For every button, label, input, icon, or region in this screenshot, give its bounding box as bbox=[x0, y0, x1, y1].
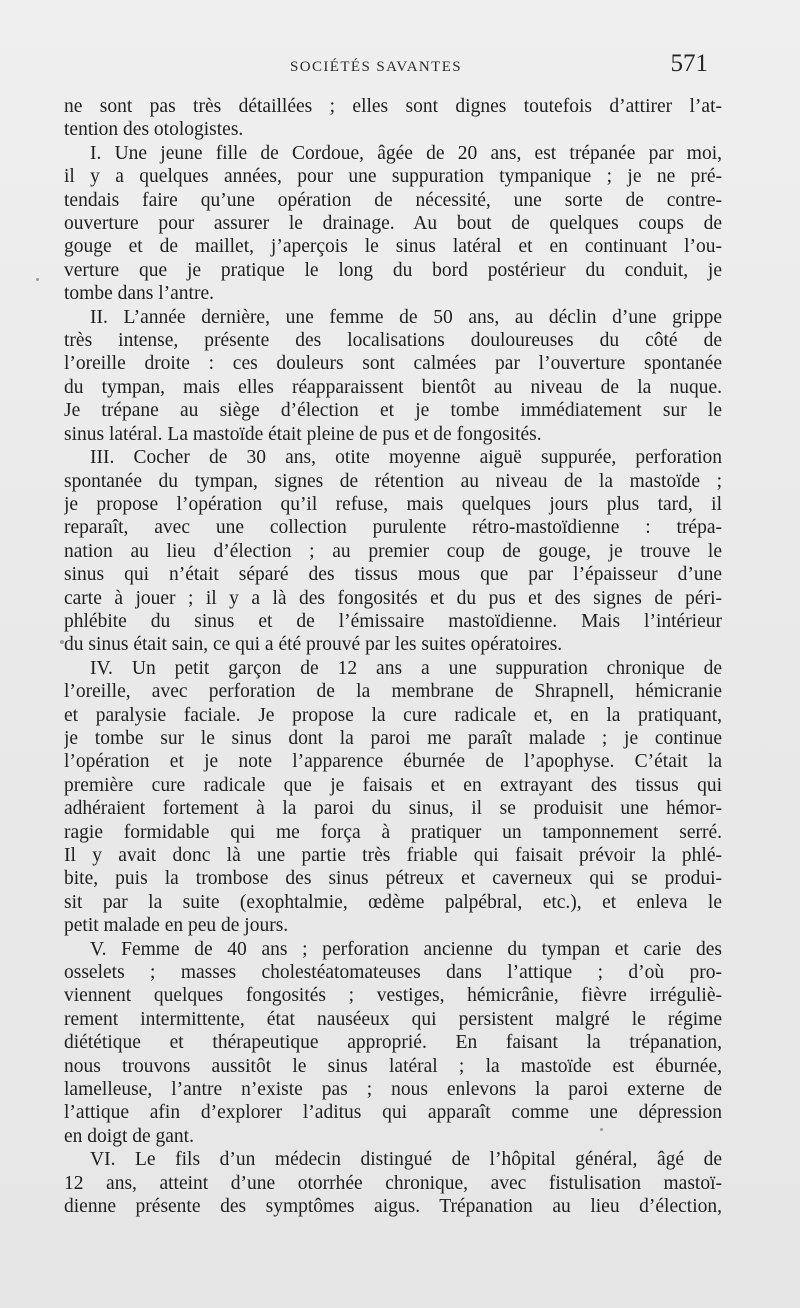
text-line: ragie formidable qui me força à pratiquer un tamponnement serré. bbox=[64, 821, 722, 843]
text-line: reparaît, avec une collection purulente rétro-mastoïdienne : trépa- bbox=[64, 517, 722, 539]
paper-speck bbox=[60, 640, 64, 644]
text-line: tombe dans l’antre. bbox=[64, 283, 214, 305]
section-v-start: V. Femme de 40 ans ; perforation ancienne du tympan et carie des bbox=[90, 938, 722, 960]
text-line: l’oreille, avec perforation de la membrane de Shrapnell, hémicranie bbox=[64, 681, 722, 703]
section-vi-start: VI. Le fils d’un médecin distingué de l’hôpital général, âgé de bbox=[90, 1149, 722, 1171]
text-line: petit malade en peu de jours. bbox=[64, 915, 289, 937]
text-line: diététique et thérapeutique approprié. En faisant la trépanation, bbox=[64, 1032, 722, 1054]
text-line: phlébite du sinus et de l’émissaire mastoïdienne. Mais l’intérieur bbox=[64, 610, 722, 632]
running-title: SOCIÉTÉS SAVANTES bbox=[290, 59, 463, 75]
text-line: viennent quelques fongosités ; vestiges, hémicrânie, fièvre irréguliè- bbox=[64, 985, 722, 1007]
text-line: et paralysie faciale. Je propose la cure radicale et, en la pratiquant, bbox=[64, 704, 722, 726]
text-line: je propose l’opération qu’il refuse, mais quelques jours plus tard, il bbox=[64, 493, 722, 515]
section-iv-start: IV. Un petit garçon de 12 ans a une suppuration chronique de bbox=[90, 657, 722, 679]
text-line: il y a quelques années, pour une suppuration tympanique ; je ne pré- bbox=[64, 166, 722, 188]
text-line: du sinus était sain, ce qui a été prouvé par les suites opératoires. bbox=[64, 634, 563, 656]
text-line: du tympan, mais elles réapparaissent bientôt au niveau de la nuque. bbox=[64, 376, 722, 398]
text-line: première cure radicale que je faisais et en extrayant des tissus qui bbox=[64, 774, 722, 796]
text-line: ne sont pas très détaillées ; elles sont dignes toutefois d’attirer l’at- bbox=[64, 96, 722, 117]
text-line: lamelleuse, l’antre n’existe pas ; nous enlevons la paroi externe de bbox=[64, 1079, 722, 1101]
text-line: bite, puis la trombose des sinus pétreux et caverneux qui se produi- bbox=[64, 868, 722, 890]
text-line: spontanée du tympan, signes de rétention au niveau de la mastoïde ; bbox=[64, 470, 722, 492]
paper-speck bbox=[600, 1128, 603, 1131]
text-line: nation au lieu d’élection ; au premier coup de gouge, je trouve le bbox=[64, 540, 722, 562]
text-line: très intense, présente des localisations douloureuses du côté de bbox=[64, 330, 722, 352]
text-line: dienne présente des symptômes aigus. Trépanation au lieu d’élection, bbox=[64, 1196, 722, 1218]
text-line: sinus qui n’était séparé des tissus mous que par l’épaisseur d’une bbox=[64, 564, 722, 586]
text-line: verture que je pratique le long du bord postérieur du conduit, je bbox=[64, 259, 722, 281]
section-ii-start: II. L’année dernière, une femme de 50 ans, au déclin d’une grippe bbox=[90, 306, 722, 328]
section-i-start: I. Une jeune fille de Cordoue, âgée de 20 ans, est trépanée par moi, bbox=[90, 142, 722, 164]
text-line: gouge et de maillet, j’aperçois le sinus latéral et en continuant l’ou- bbox=[64, 236, 722, 258]
text-line: sit par la suite (exophtalmie, œdème palpébral, etc.), et enleva le bbox=[64, 891, 722, 913]
text-line: je tombe sur le sinus dont la paroi me paraît malade ; je continue bbox=[64, 727, 722, 749]
text-line: tendais faire qu’une opération de nécessité, une sorte de contre- bbox=[64, 189, 722, 211]
paper-speck bbox=[36, 278, 39, 281]
text-line: en doigt de gant. bbox=[64, 1125, 194, 1147]
text-line: ouverture pour assurer le drainage. Au bout de quelques coups de bbox=[64, 213, 722, 235]
page-header bbox=[62, 50, 714, 84]
text-line: 12 ans, atteint d’une otorrhée chronique, avec fistulisation mastoï- bbox=[64, 1172, 722, 1194]
section-iii-start: III. Cocher de 30 ans, otite moyenne aiguë suppurée, perforation bbox=[90, 447, 722, 469]
text-line: Il y avait donc là une partie très friable qui faisait prévoir la phlé- bbox=[64, 845, 722, 866]
text-line: osselets ; masses cholestéatomateuses dans l’attique ; d’où pro- bbox=[64, 962, 722, 984]
text-line: nous trouvons aussitôt le sinus latéral ; la mastoïde est éburnée, bbox=[64, 1055, 722, 1077]
text-line: l’opération et je note l’apparence éburnée de l’apophyse. C’était la bbox=[64, 751, 722, 773]
text-line: l’oreille droite : ces douleurs sont calmées par l’ouverture spontanée bbox=[64, 353, 722, 375]
body-text bbox=[64, 95, 722, 1219]
text-line: sinus latéral. La mastoïde était pleine de pus et de fongosités. bbox=[64, 423, 542, 445]
text-line: Je trépane au siège d’élection et je tombe immédiatement sur le bbox=[64, 400, 722, 422]
text-line: rement intermittente, état nauséeux qui persistent malgré le régime bbox=[64, 1008, 722, 1030]
text-line: adhéraient fortement à la paroi du sinus, il se produisit une hémor- bbox=[64, 798, 722, 820]
text-line: l’attique afin d’explorer l’aditus qui apparaît comme une dépression bbox=[64, 1102, 722, 1124]
page-number: 571 bbox=[670, 50, 708, 77]
text-line: carte à jouer ; il y a là des fongosités et du pus et des signes de péri- bbox=[64, 587, 722, 609]
text-line: tention des otologistes. bbox=[64, 119, 244, 141]
